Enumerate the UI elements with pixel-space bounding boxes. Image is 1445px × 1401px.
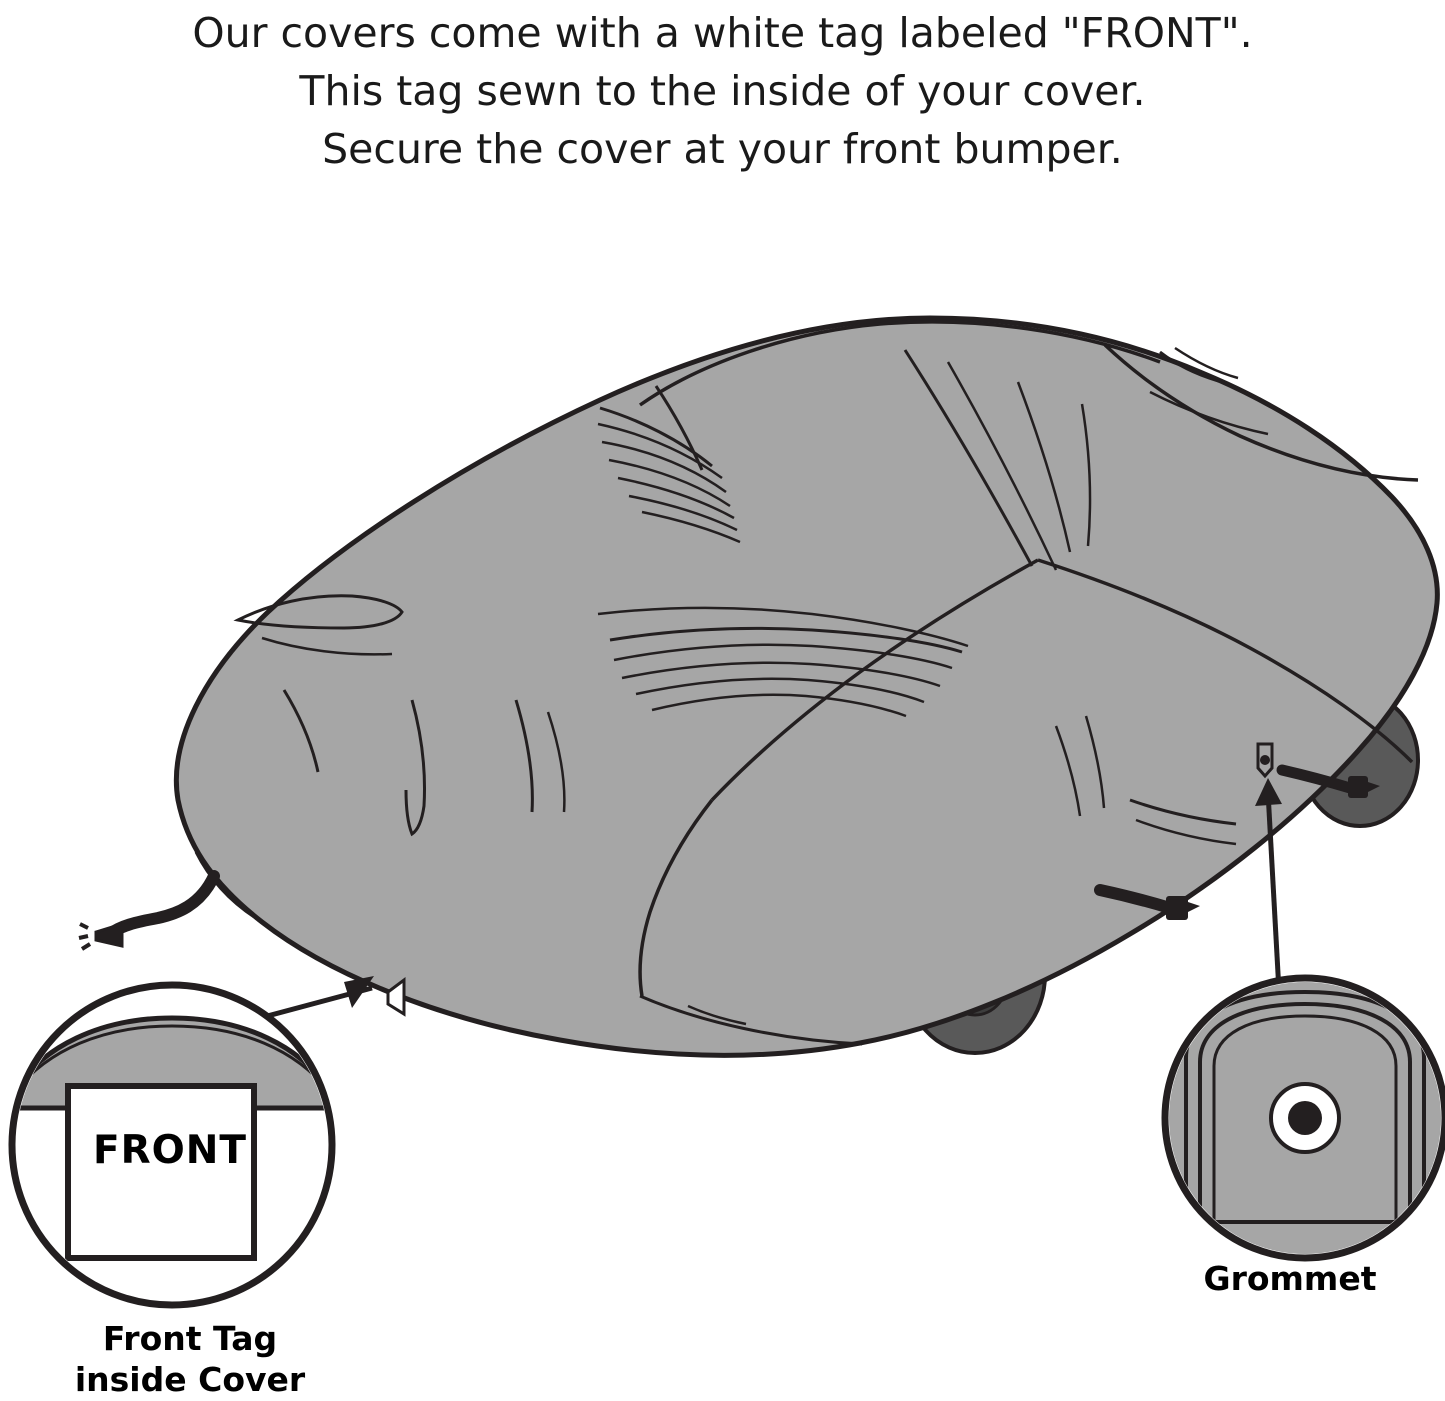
rear-strap-buckle [1348,776,1368,798]
instruction-line-1: Our covers come with a white tag labeled "FRONT". [192,9,1253,57]
grommet-hole [1288,1101,1322,1135]
grommet-marker-hole [1260,755,1270,765]
front-strap-hook [96,924,122,946]
instruction-line-3: Secure the cover at your front bumper. [322,125,1123,173]
grommet-callout [1165,978,1445,1260]
front-strap [110,876,214,934]
instruction-line-2: This tag sewn to the inside of your cover. [299,67,1146,115]
front-tag-caption-line-1: Front Tag [102,1319,278,1358]
front-tag-caption [20,1318,360,1400]
front-tag-caption-line-2: inside Cover [74,1360,306,1399]
grommet-caption: Grommet [1203,1259,1377,1298]
car-cover-body [176,318,1437,1055]
front-tag-text: FRONT [92,1128,248,1173]
front-tag-leader-arrowhead [344,976,374,1008]
mid-strap-hook [1188,902,1200,912]
front-strap-hook-prongs [79,924,90,949]
mid-strap-buckle [1166,896,1188,920]
